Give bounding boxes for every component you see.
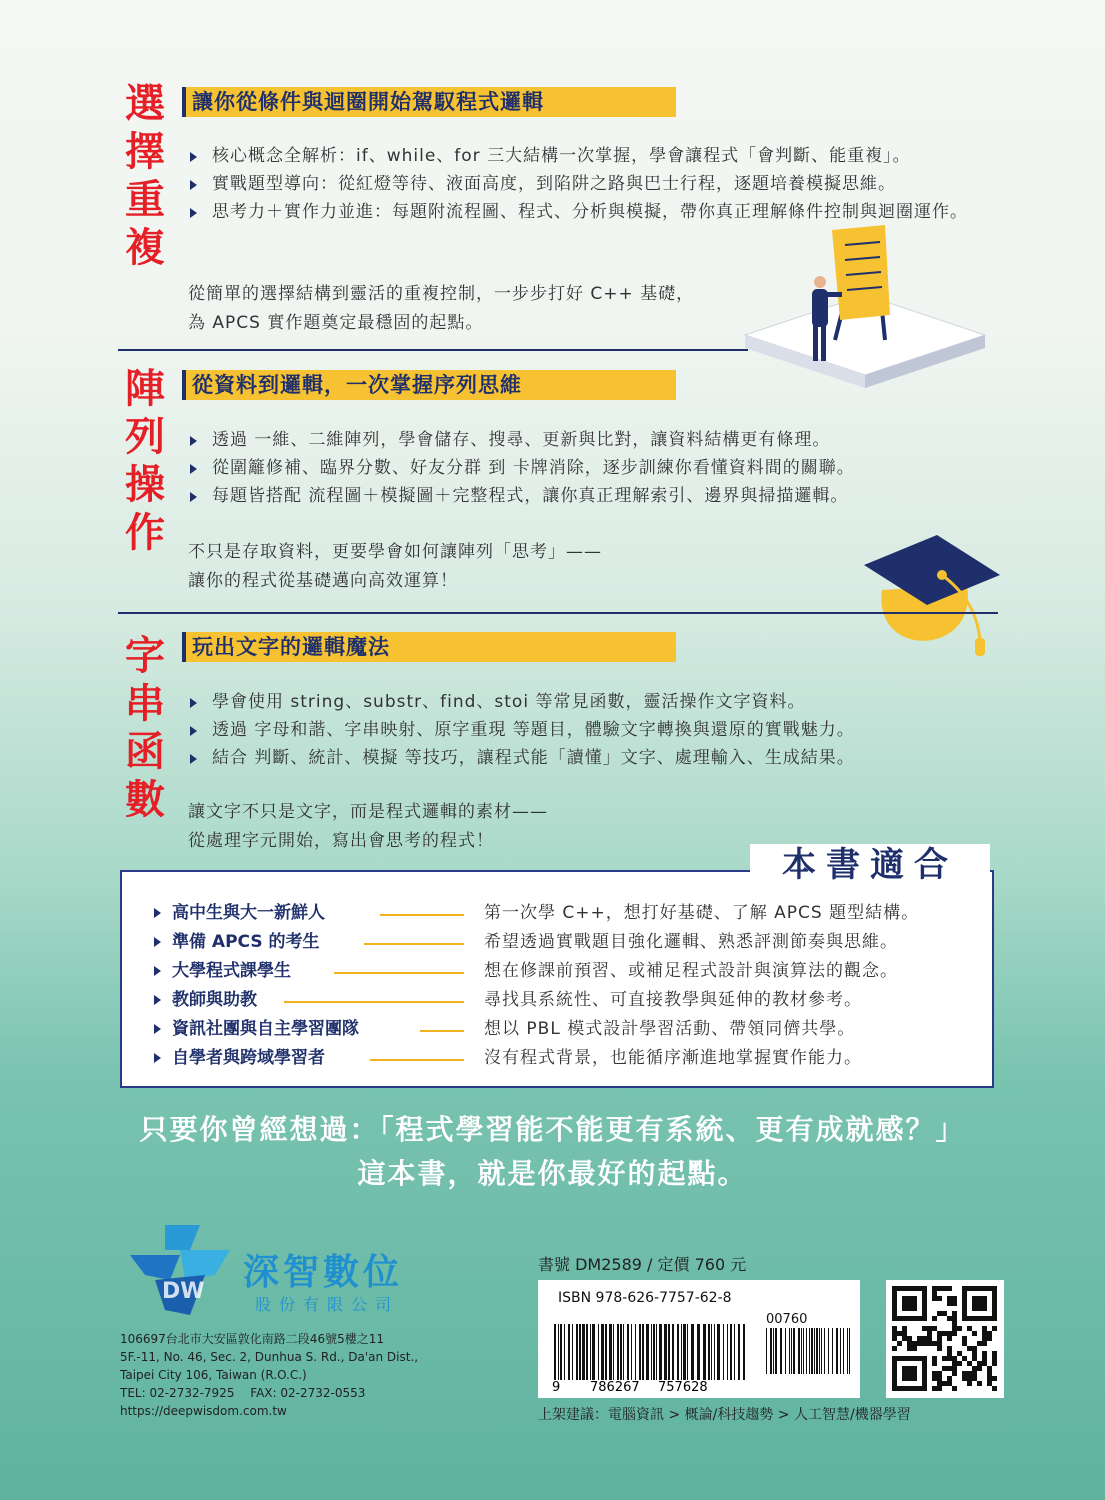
- graduation-cap-icon: [862, 530, 1002, 670]
- section3-paragraph: 讓文字不只是文字，而是程式邏輯的素材—— 從處理字元開始，寫出會思考的程式！: [188, 802, 548, 851]
- barcode-digit: 786267: [590, 1380, 640, 1395]
- section3-subhead: 玩出文字的邏輯魔法: [182, 632, 676, 662]
- list-item: 透過 字母和諧、字串映射、原字重現 等題目，體驗文字轉換與還原的實戰魅力。: [188, 716, 998, 744]
- list-item: 學會使用 string、substr、find、stoi 等常見函數，靈活操作文字資料。: [188, 688, 998, 716]
- connector-line: [334, 972, 464, 974]
- audience-label: 大學程式課學生: [172, 958, 291, 984]
- isbn-text: ISBN 978-626-7757-62-8: [558, 1290, 732, 1306]
- table-row: [152, 958, 982, 988]
- publisher-address: 106697台北市大安區敦化南路二段46號5樓之11 5F.-11, No. 46, Sec. 2, Dunhua S. Rd., Da'an Dist., Taipei City 106, Taiwan (R.O.C.) TEL: 02-2732-7925 FAX: 02-2732-0553 https://deepwisdom.com.tw: [120, 1332, 419, 1418]
- barcode-digit: 9: [552, 1380, 561, 1395]
- audience-label: 資訊社團與自主學習團隊: [172, 1016, 359, 1042]
- table-row: [152, 1016, 982, 1046]
- section2-subhead: 從資料到邏輯，一次掌握序列思維: [182, 370, 676, 400]
- suitable-title: 本書適合: [750, 844, 990, 886]
- audience-desc: 第一次學 C++，想打好基礎、了解 APCS 題型結構。: [484, 903, 920, 923]
- qr-code-icon: [886, 1280, 1004, 1398]
- section2-bullets: [188, 426, 998, 510]
- audience-label: 自學者與跨域學習者: [172, 1045, 325, 1071]
- table-row: [152, 900, 982, 930]
- section2-vertical-title: 陣 列 操 作: [125, 366, 165, 556]
- section1-bullets: [188, 142, 998, 226]
- list-item: 從圍籬修補、臨界分數、好友分群 到 卡牌消除，逐步訓練你看懂資料間的關聯。: [188, 454, 998, 482]
- barcode: [538, 1280, 860, 1398]
- slogan-line2: 這本書，就是你最好的起點。: [357, 1157, 748, 1190]
- publisher-logo-icon: [120, 1220, 240, 1320]
- audience-label: 教師與助教: [172, 987, 257, 1013]
- audience-desc: 想在修課前預習、或補足程式設計與演算法的觀念。: [484, 961, 898, 981]
- connector-line: [284, 1001, 464, 1003]
- list-item: 每題皆搭配 流程圖＋模擬圖＋完整程式，讓你真正理解索引、邊界與掃描邏輯。: [188, 482, 998, 510]
- connector-line: [420, 1030, 464, 1032]
- section1-paragraph: 從簡單的選擇結構到靈活的重複控制，一步步打好 C++ 基礎， 為 APCS 實作題奠定最穩固的起點。: [188, 284, 695, 333]
- table-row: [152, 987, 982, 1017]
- connector-line: [364, 943, 464, 945]
- audience-desc: 沒有程式背景，也能循序漸進地掌握實作能力。: [484, 1048, 862, 1068]
- list-item: 核心概念全解析：if、while、for 三大結構一次掌握，學會讓程式「會判斷、能重複」。: [188, 142, 998, 170]
- audience-desc: 尋找具系統性、可直接教學與延伸的教材參考。: [484, 990, 862, 1010]
- audience-label: 準備 APCS 的考生: [172, 929, 320, 955]
- audience-label: 高中生與大一新鮮人: [172, 900, 325, 926]
- section2-paragraph: 不只是存取資料，更要學會如何讓陣列「思考」—— 讓你的程式從基礎邁向高效運算！: [188, 542, 602, 591]
- divider-line: [118, 612, 998, 614]
- section1-subhead: 讓你從條件與迴圈開始駕馭程式邏輯: [182, 87, 676, 117]
- barcode-bars: [554, 1324, 854, 1384]
- publisher-subtitle: 股份有限公司: [255, 1295, 400, 1314]
- section3-bullets: [188, 688, 998, 772]
- barcode-digit: 757628: [658, 1380, 708, 1395]
- list-item: 透過 一維、二維陣列，學會儲存、搜尋、更新與比對，讓資料結構更有條理。: [188, 426, 998, 454]
- connector-line: [370, 1059, 464, 1061]
- list-item: 思考力＋實作力並進：每題附流程圖、程式、分析與模擬，帶你真正理解條件控制與迴圈運作。: [188, 198, 998, 226]
- section3-vertical-title: 字 串 函 數: [125, 633, 165, 823]
- suitable-audience-box: [120, 870, 994, 1088]
- audience-desc: 希望透過實戰題目強化邏輯、熟悉評測節奏與思維。: [484, 932, 898, 952]
- book-number-price: 書號 DM2589 / 定價 760 元: [538, 1255, 747, 1274]
- list-item: 實戰題型導向：從紅燈等待、液面高度，到陷阱之路與巴士行程，逐題培養模擬思維。: [188, 170, 998, 198]
- shelf-suggestion: 上架建議：電腦資訊 > 概論/科技趨勢 > 人工智慧/機器學習: [538, 1407, 911, 1423]
- svg-text:DW: DW: [162, 1279, 205, 1304]
- slogan-line1: 只要你曾經想過：「程式學習能不能更有系統、更有成就感？」: [139, 1113, 966, 1146]
- section1-vertical-title: 選 擇 重 複: [125, 81, 165, 271]
- table-row: [152, 1045, 982, 1075]
- connector-line: [380, 914, 464, 916]
- publisher-name: 深智數位: [243, 1252, 404, 1293]
- list-item: 結合 判斷、統計、模擬 等技巧，讓程式能「讀懂」文字、處理輸入、生成結果。: [188, 744, 998, 772]
- table-row: [152, 929, 982, 959]
- presenter-illustration: [740, 220, 990, 390]
- divider-line: [118, 349, 748, 351]
- price-code: 00760: [766, 1312, 808, 1327]
- audience-desc: 想以 PBL 模式設計學習活動、帶領同儕共學。: [484, 1019, 856, 1039]
